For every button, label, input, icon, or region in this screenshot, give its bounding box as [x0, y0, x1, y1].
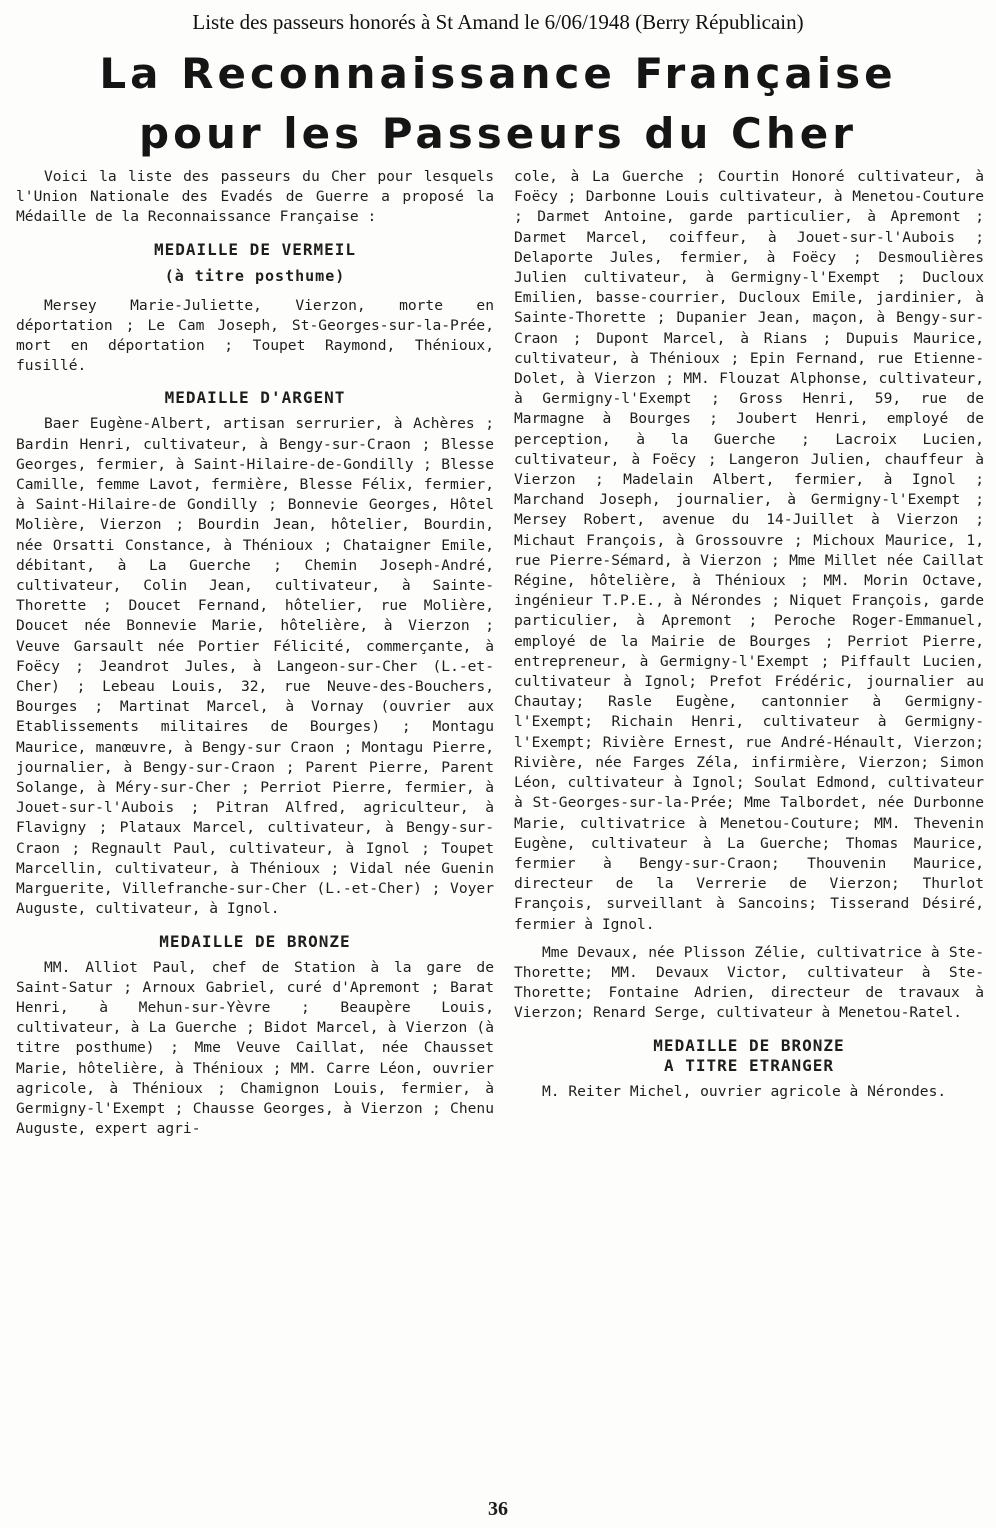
- bronze-list-left: MM. Alliot Paul, chef de Station à la gare de Saint-Satur ; Arnoux Gabriel, curé d'Apremont ; Barat Henri, à Mehun-sur-Yèvre ; Beaupère Louis, cultivateur, à La Guerche ; Bidot Marcel, à Vierzon (à titre posthume) ; Mme Veuve Caillat, née Chausset Marie, hôtelière, à Thénioux ; MM. Carre Léon, ouvrier agricole, à Thénioux ; Chamignon Louis, fermier, à Germigny-l'Exempt ; Chausse Georges, à Vierzon ; Chenu Auguste, expert agri-: [16, 958, 494, 1138]
- headline-line-2: pour les Passeurs du Cher: [139, 109, 857, 158]
- bronze-etranger-heading-1: MEDAILLE DE BRONZE: [653, 1035, 845, 1055]
- right-column: [514, 167, 984, 1457]
- headline: [0, 44, 996, 164]
- bronze-list-extra: Mme Devaux, née Plisson Zélie, cultivatrice à Ste-Thorette; MM. Devaux Victor, cultivateur à Ste-Thorette; Fontaine Adrien, directeur de travaux à Vierzon; Renard Serge, cultivateur à Menetou-Ratel.: [514, 943, 984, 1022]
- intro-paragraph: Voici la liste des passeurs du Cher pour lesquels l'Union Nationale des Evadés de Guerre a proposé la Médaille de la Reconnaissance Française :: [16, 168, 494, 226]
- page-number: 36: [488, 1498, 508, 1520]
- bronze-etranger-list: M. Reiter Michel, ouvrier agricole à Nérondes.: [542, 1082, 947, 1100]
- bronze-etranger-heading-2: A TITRE ETRANGER: [663, 1055, 835, 1075]
- vermeil-list: Mersey Marie-Juliette, Vierzon, morte en déportation ; Le Cam Joseph, St-Georges-sur-la-Prée, mort en déportation ; Toupet Raymond, Thénioux, fusillé.: [16, 296, 494, 375]
- argent-heading: MEDAILLE D'ARGENT: [164, 388, 346, 408]
- left-column: [16, 167, 494, 1467]
- vermeil-heading: MEDAILLE DE VERMEIL: [153, 239, 357, 259]
- bronze-heading: MEDAILLE DE BRONZE: [159, 931, 351, 951]
- source-caption: Liste des passeurs honorés à St Amand le 6/06/1948 (Berry Républicain): [192, 10, 804, 34]
- vermeil-subheading: (à titre posthume): [164, 266, 346, 285]
- headline-line-1: La Reconnaissance Française: [99, 49, 897, 98]
- bronze-list-right: cole, à La Guerche ; Courtin Honoré cultivateur, à Foëcy ; Darbonne Louis cultivateur, à Menetou-Couture ; Darmet Antoine, garde particulier, à Apremont ; Darmet Marcel, coiffeur, à Jouet-sur-l'Aubois ; Delaporte Jules, fermier, à Foëcy ; Desmoulières Julien cultivateur, à Germigny-l'Exempt ; Ducloux Emilien, basse-courrier, Ducloux Emile, jardinier, à Sainte-Thorette ; Dupanier Jean, maçon, à Bengy-sur-Craon ; Dupont Marcel, à Rians ; Dupuis Maurice, cultivateur, à Thénioux ; Epin Fernand, rue Etienne-Dolet, à Vierzon ; MM. Flouzat Alphonse, cultivateur, à Germigny-l'Exempt ; Gross Henri, 59, rue de Marmagne à Bourges ; Joubert Henri, employé de perception, à la Guerche ; Lacroix Lucien, cultivateur, à Foëcy ; Langeron Julien, chauffeur à Vierzon ; Madelain Albert, fermier, à Ignol ; Marchand Joseph, journalier, à Germigny-l'Exempt ; Mersey Robert, avenue du 14-Juillet à Vierzon ; Michaut François, à Grossouvre ; Michoux Maurice, 1, rue Pierre-Sémard, à Vierzon ; Mme Millet née Caillat Régine, hôtelière, à Thénioux ; MM. Morin Octave, ingénieur T.P.E., à Nérondes ; Niquet François, garde particulier, à Apremont ; Peroche Roger-Emmanuel, employé de la Mairie de Bourges ; Perriot Pierre, entrepreneur, à Germigny-l'Exempt ; Piffault Lucien, cultivateur à Ignol; Prefot Frédéric, journalier au Chautay; Rasle Eugène, cantonnier à Germigny-l'Exempt; Richain Henri, cultivateur à Germigny-l'Exempt; Rivière Ernest, rue André-Hénault, Vierzon; Rivière, née Farges Zéla, infirmière, Vierzon; Simon Léon, cultivateur à Ignol; Soulat Edmond, cultivateur à St-Georges-sur-la-Prée; Mme Talbordet, née Durbonne Marie, cultivatrice à Menetou-Couture; MM. Thevenin Eugène, cultivateur à La Guerche; Thomas Maurice, fermier à Bengy-sur-Craon; Thouvenin Maurice, directeur de la Verrerie de Vierzon; Thurlot François, surveillant à Sancoins; Tisserand Désiré, fermier à Ignol.: [514, 168, 984, 933]
- argent-list: Baer Eugène-Albert, artisan serrurier, à Achères ; Bardin Henri, cultivateur, à Bengy-sur-Craon ; Blesse Georges, fermier, à Saint-Hilaire-de-Gondilly ; Blesse Camille, femme Lavot, fermière, Blesse Félix, fermier, à Saint-Hilaire-de Gondilly ; Bonnevie Georges, Hôtel Molière, Vierzon ; Bourdin Jean, hôtelier, Bourdin, née Orsatti Constance, à Thénioux ; Chataigner Emile, débitant, à La Guerche ; Chemin Joseph-André, cultivateur, Colin Jean, cultivateur, à Sainte-Thorette ; Doucet Fernand, hôtelier, rue Molière, Doucet née Bonnevie Marie, hôtelière, à Vierzon ; Veuve Garsault née Portier Félicité, commerçante, à Foëcy ; Jeandrot Jules, à Langeon-sur-Cher (L.-et-Cher) ; Lebeau Louis, 32, rue Neuve-des-Bouchers, Bourges ; Martinat Marcel, à Vornay (ouvrier aux Etablissements militaires de Bourges) ; Montagu Maurice, manœuvre, à Bengy-sur Craon ; Montagu Pierre, journalier, à Bengy-sur-Craon ; Parent Pierre, Parent Solange, à Méry-sur-Cher ; Perriot Pierre, fermier, à Jouet-sur-l'Aubois ; Pitran Alfred, agriculteur, à Flavigny ; Plataux Marcel, cultivateur, à Bengy-sur-Craon ; Regnault Paul, cultivateur, à Ignol ; Toupet Marcellin, cultivateur, à Thénioux ; Vidal née Guenin Marguerite, Villefranche-sur-Cher (L.-et-Cher) ; Voyer Auguste, cultivateur, à Ignol.: [16, 415, 494, 918]
